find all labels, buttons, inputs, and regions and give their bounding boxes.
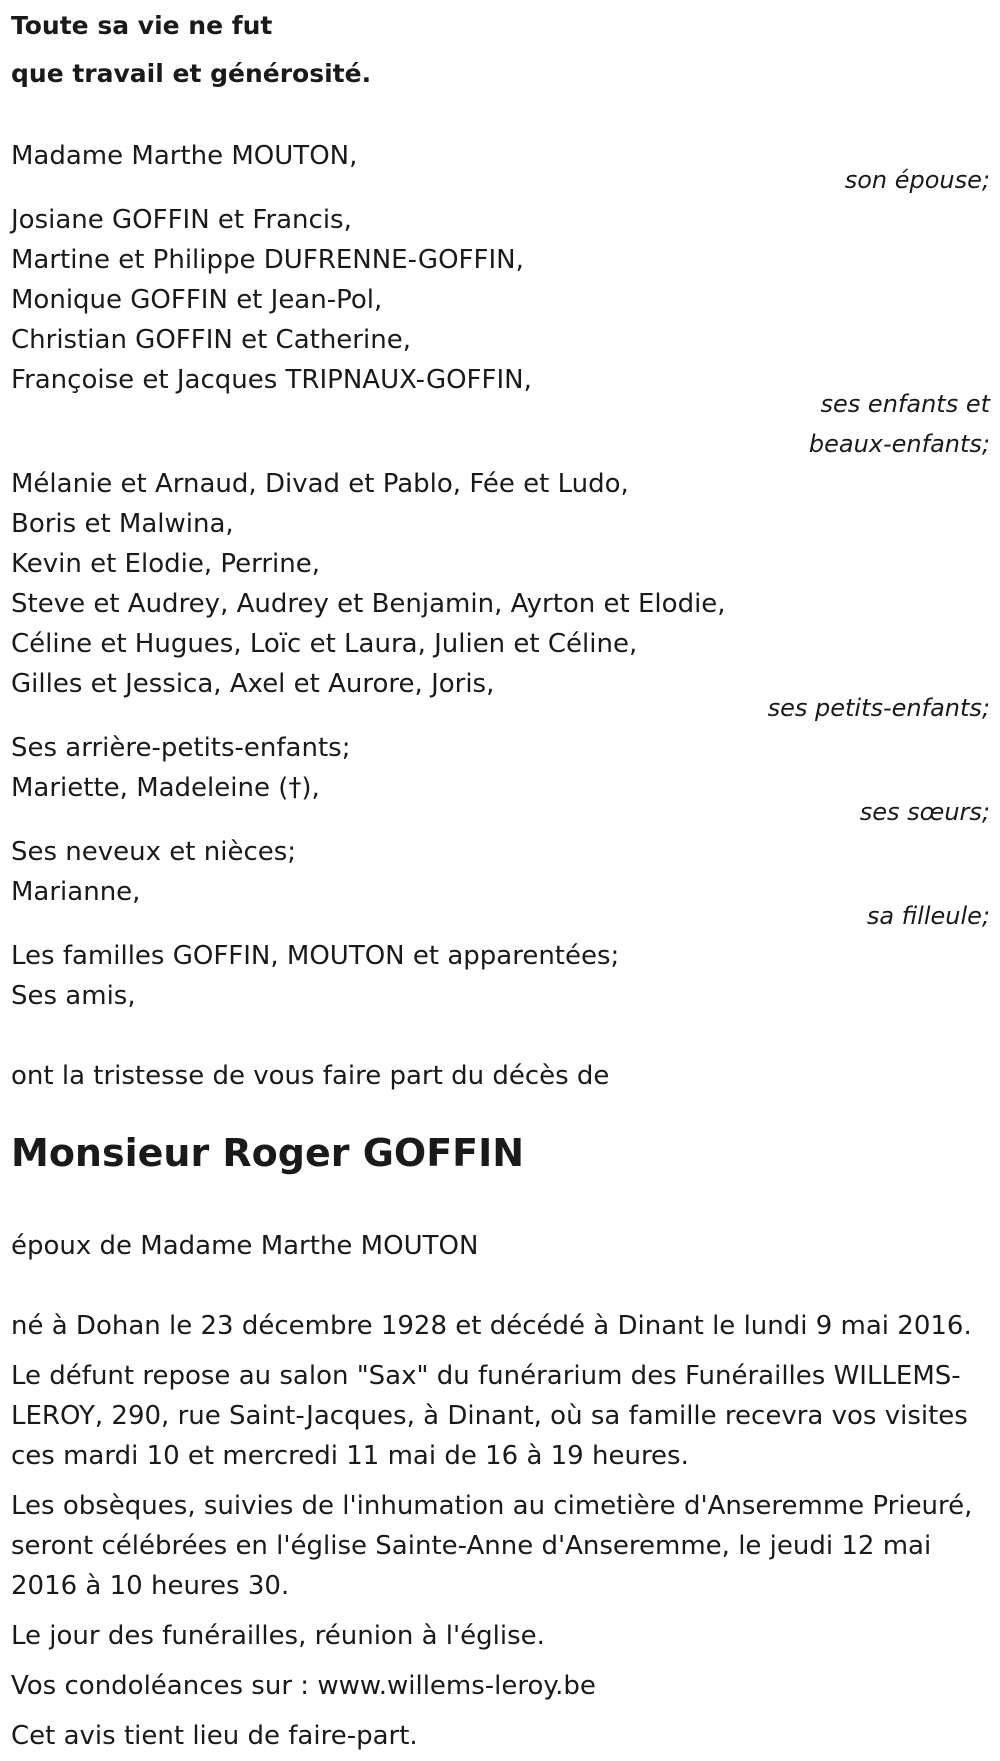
child-4: Christian GOFFIN et Catherine,: [11, 325, 411, 355]
meeting-details: Le jour des funérailles, réunion à l'église.: [11, 1621, 545, 1651]
friends: Ses amis,: [11, 981, 136, 1011]
child-1: Josiane GOFFIN et Francis,: [11, 205, 352, 235]
grandchildren-3: Kevin et Elodie, Perrine,: [11, 549, 321, 579]
nephews-nieces: Ses neveux et nièces;: [11, 837, 297, 867]
grandchildren-2: Boris et Malwina,: [11, 509, 234, 539]
grandchildren-6: Gilles et Jessica, Axel et Aurore, Joris,: [11, 669, 495, 699]
sisters-role: ses sœurs;: [859, 798, 990, 826]
grandchildren-1: Mélanie et Arnaud, Divad et Pablo, Fée et Ludo,: [11, 469, 629, 499]
deceased-name: Monsieur Roger GOFFIN: [11, 1131, 525, 1175]
great-grandchildren: Ses arrière-petits-enfants;: [11, 733, 351, 763]
child-3: Monique GOFFIN et Jean-Pol,: [11, 285, 383, 315]
heading-line-2: que travail et générosité.: [11, 59, 372, 88]
sisters: Mariette, Madeleine (†),: [11, 773, 320, 803]
grandchildren-5: Céline et Hugues, Loïc et Laura, Julien et Céline,: [11, 629, 638, 659]
announcement: ont la tristesse de vous faire part du décès de: [11, 1061, 610, 1091]
funeral-details: Les obsèques, suivies de l'inhumation au cimetière d'Anseremme Prieuré, seront célébrées en l'église Sainte-Anne d'Anseremme, le jeudi 12 mai 2016 à 10 heures 30.: [11, 1491, 973, 1601]
deceased-spouse-line: époux de Madame Marthe MOUTON: [11, 1231, 479, 1261]
child-5: Françoise et Jacques TRIPNAUX-GOFFIN,: [11, 365, 532, 395]
grandchildren-4: Steve et Audrey, Audrey et Benjamin, Ayrton et Elodie,: [11, 589, 726, 619]
heading-line-1: Toute sa vie ne fut: [11, 11, 273, 40]
children-role-line-1: ses enfants et: [820, 390, 990, 418]
viewing-details: Le défunt repose au salon "Sax" du funérarium des Funérailles WILLEMS-LEROY, 290, rue Saint-Jacques, à Dinant, où sa famille recevra vos visites ces mardi 10 et mercredi 11 mai de 16 à 19 heures.: [11, 1361, 968, 1471]
notice-details: Cet avis tient lieu de faire-part.: [11, 1721, 418, 1751]
condolences-details: Vos condoléances sur : www.willems-leroy.be: [11, 1671, 596, 1701]
families: Les familles GOFFIN, MOUTON et apparentées;: [11, 941, 620, 971]
children-role-line-2: beaux-enfants;: [808, 430, 990, 458]
grandchildren-role: ses petits-enfants;: [767, 694, 990, 722]
birth-death-details: né à Dohan le 23 décembre 1928 et décédé à Dinant le lundi 9 mai 2016.: [11, 1311, 972, 1341]
goddaughter: Marianne,: [11, 877, 141, 907]
spouse-name: Madame Marthe MOUTON,: [11, 141, 358, 171]
child-2: Martine et Philippe DUFRENNE-GOFFIN,: [11, 245, 524, 275]
goddaughter-role: sa filleule;: [866, 902, 990, 930]
spouse-role: son épouse;: [844, 166, 990, 194]
